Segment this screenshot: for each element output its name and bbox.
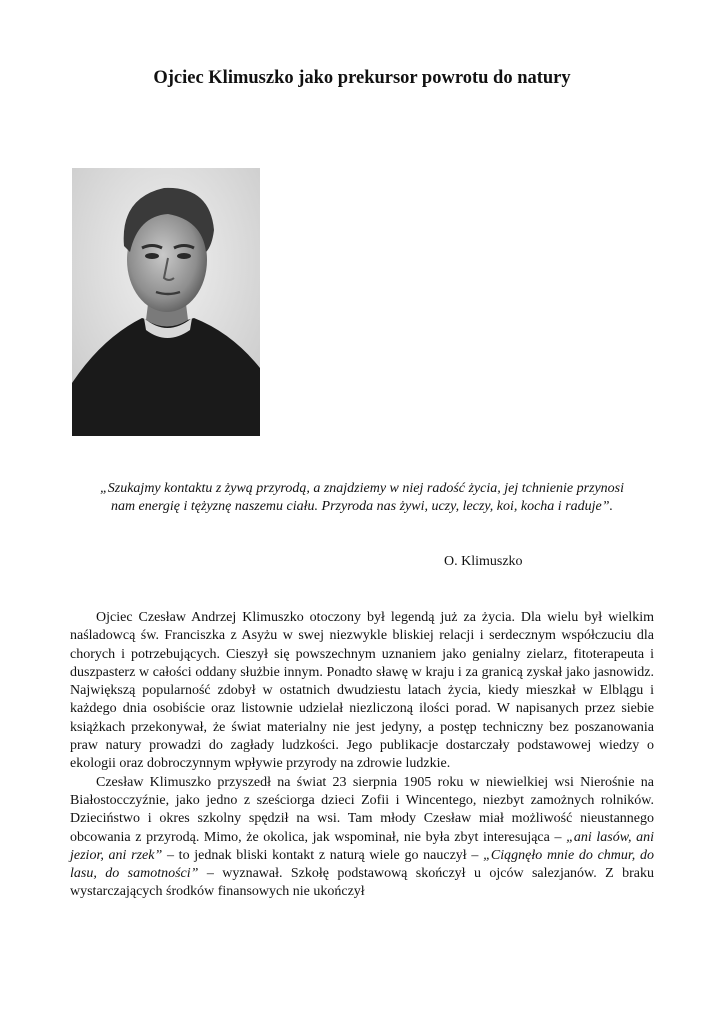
portrait-image: [72, 168, 260, 436]
article-body: [70, 609, 654, 902]
paragraph-2-part-2: – to jednak bliski kontakt z naturą wiele go nauczył –: [162, 847, 484, 863]
paragraph-2-quote-1: „ani lasów, ani jezior, ani rzek”: [70, 829, 654, 863]
page-title: Ojciec Klimuszko jako prekursor powrotu do natury: [153, 68, 571, 88]
paragraph-2: [70, 774, 654, 902]
paragraph-2-part-3: – wyznawał. Szkołę podstawową skończył u ojców salezjanów. Z braku wystarczających środków finansowych nie ukończył: [70, 866, 654, 900]
epigraph-quote: „Szukajmy kontaktu z żywą przyrodą, a znajdziemy w niej radość życia, jej tchnienie przynosi nam energię i tężyznę naszemu ciału. Przyroda nas żywi, uczy, leczy, koi, kocha i raduje”.: [99, 481, 625, 514]
paragraph-2-quote-2: „Ciągnęło mnie do chmur, do lasu, do samotności”: [70, 847, 655, 882]
portrait-photo: [72, 168, 260, 436]
paragraph-1: Ojciec Czesław Andrzej Klimuszko otoczony był legendą już za życia. Dla wielu był wielkim naśladowcą św. Franciszka z Asyżu w swej niezwykle bliskiej relacji i serdecznym współczuciu dla chorych i potrzebujących. Cieszył się powszechnym uznaniem jako genialny zielarz, fitoterapeuta i duszpasterz w całości oddany służbie innym. Ponadto sławę w kraju i za granicą zyskał jako jasnowidz. Największą popularność zdobył w ostatnich dwudziestu latach życia, kiedy mieszkał w Elblągu i każdego dnia osobiście oraz listownie udzielał niezliczoną ilości porad. W napisanych przez siebie książkach przekonywał, że świat materialny nie jest jedyny, a postęp techniczny bez poszanowania praw natury prowadzi do zagłady ludzkości. Jego publikacje dostarczały podstawowej wiedzy o ekologii oraz dobroczynnym wpływie przyrody na zdrowie ludzkie.: [70, 610, 654, 772]
paragraph-2-part-1: Czesław Klimuszko przyszedł na świat 23 sierpnia 1905 roku w niewielkiej wsi Nierośnie na Białostocczyźnie, jako jedno z sześciorga dzieci Zofii i Wincentego, niezbyt zamożnych rolników. Dzieciństwo i okres szkolny spędził na wsi. Tam młody Czesław miał możliwość nieustannego obcowania z przyrodą. Mimo, że okolica, jak wspominał, nie była zbyt interesująca –: [70, 774, 654, 845]
quote-author: O. Klimuszko: [444, 554, 523, 569]
